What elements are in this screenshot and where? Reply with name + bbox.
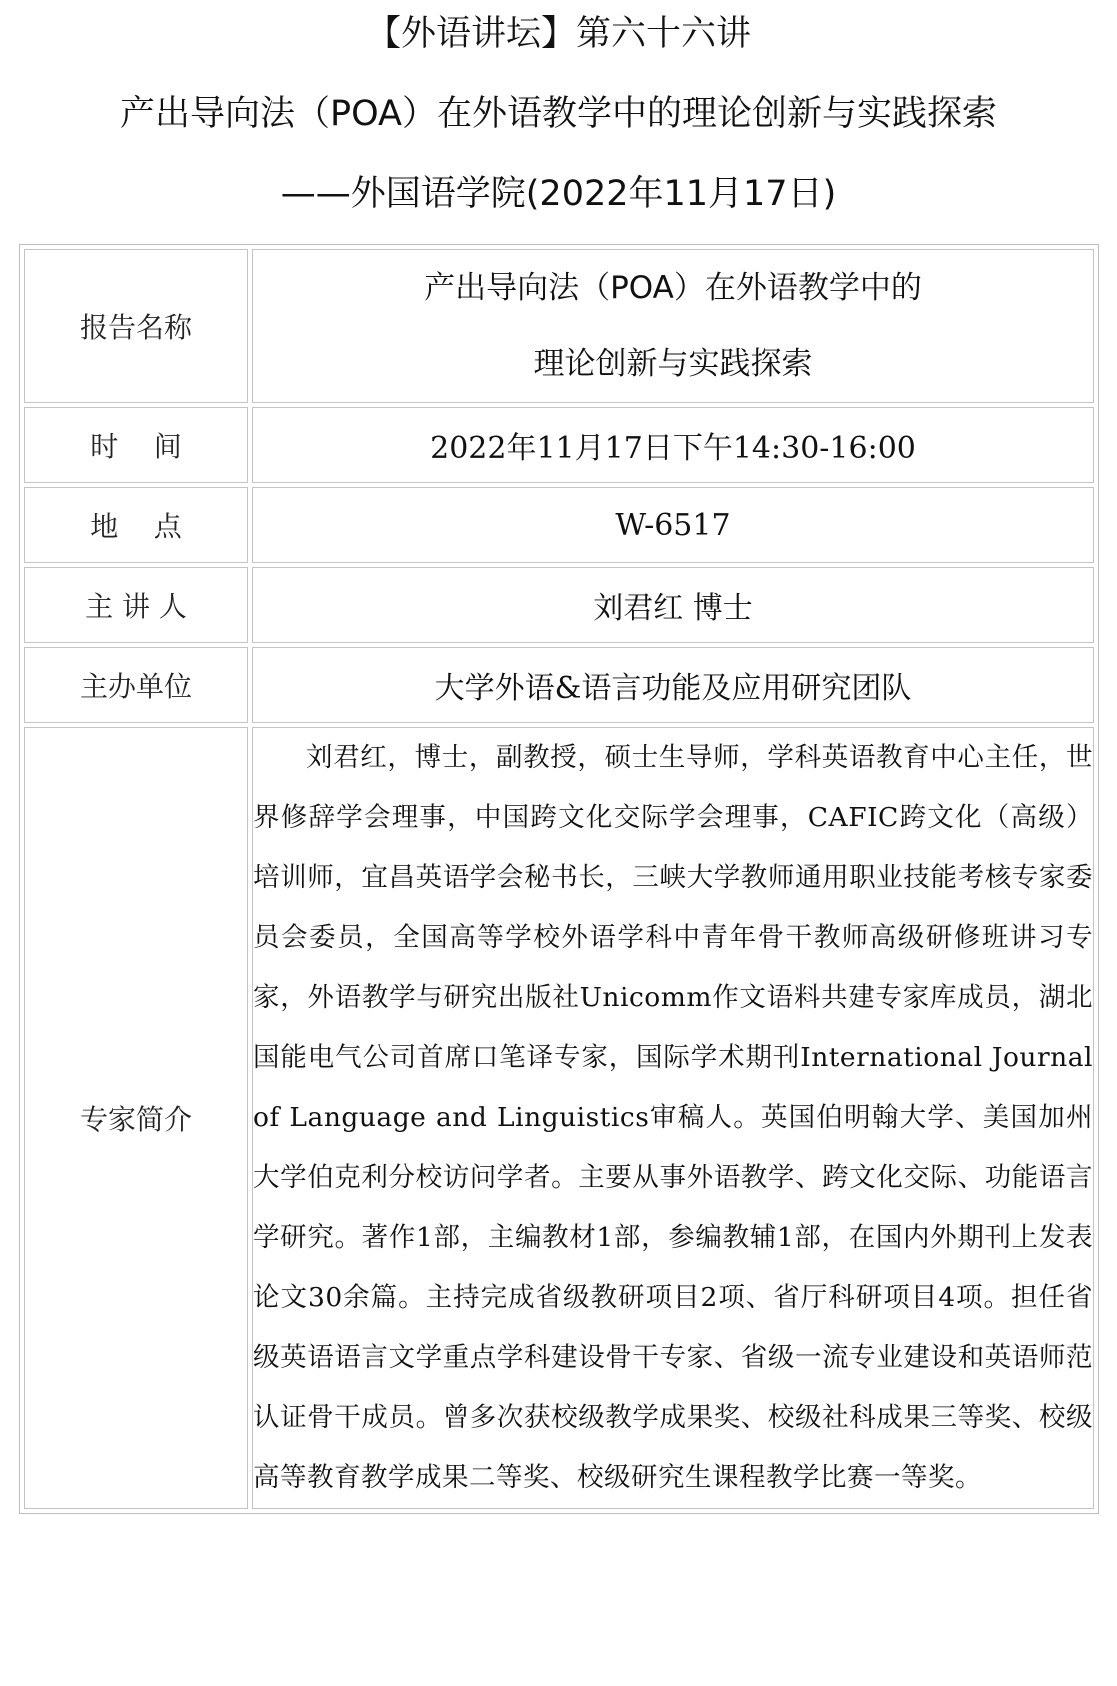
table-row-time [24, 407, 1094, 483]
organizer-date-line: ——外国语学院(2022年11月17日) [280, 174, 837, 214]
report-name-line-2: 理论创新与实践探索 [533, 346, 813, 382]
row-label: 时 间 [24, 407, 248, 483]
row-label: 主办单位 [24, 647, 248, 723]
speaker-value: 刘君红 博士 [252, 567, 1094, 643]
table-row-report-name [24, 249, 1094, 403]
speaker-bio: 刘君红，博士，副教授，硕士生导师，学科英语教育中心主任，世界修辞学会理事，中国跨文化交际学会理事，CAFIC跨文化（高级）培训师，宜昌英语学会秘书长，三峡大学教师通用职业技能考核专家委员会委员，全国高等学校外语学科中青年骨干教师高级研修班讲习专家，外语教学与研究出版社Unicomm作文语料共建专家库成员，湖北国能电气公司首席口笔译专家，国际学术期刊International Journal of Language and Linguistics审稿人。英国伯明翰大学、美国加州大学伯克利分校访问学者。主要从事外语教学、跨文化交际、功能语言学研究。著作1部，主编教材1部，参编教辅1部，在国内外期刊上发表论文30余篇。主持完成省级教研项目2项、省厅科研项目4项。担任省级英语语言文学重点学科建设骨干专家、省级一流专业建设和英语师范认证骨干成员。曾多次获校级教学成果奖、校级社科成果三等奖、校级高等教育教学成果二等奖、校级研究生课程教学比赛一等奖。 [252, 727, 1094, 1509]
lecture-series-title: 【外语讲坛】第六十六讲 [365, 14, 751, 54]
row-label: 报告名称 [24, 249, 248, 403]
host-value: 大学外语&语言功能及应用研究团队 [252, 647, 1094, 723]
table-row-location [24, 487, 1094, 563]
time-value: 2022年11月17日下午14:30-16:00 [252, 407, 1094, 483]
lecture-info-table [19, 244, 1099, 1514]
row-label: 主 讲 人 [24, 567, 248, 643]
report-name-line-1: 产出导向法（POA）在外语教学中的 [424, 270, 922, 306]
table-row-host [24, 647, 1094, 723]
table-row-speaker [24, 567, 1094, 643]
table-row-bio [24, 727, 1094, 1509]
row-label: 专家简介 [24, 727, 248, 1509]
report-name-value [252, 249, 1094, 403]
location-value: W-6517 [252, 487, 1094, 563]
row-label: 地 点 [24, 487, 248, 563]
lecture-title: 产出导向法（POA）在外语教学中的理论创新与实践探索 [120, 94, 997, 134]
